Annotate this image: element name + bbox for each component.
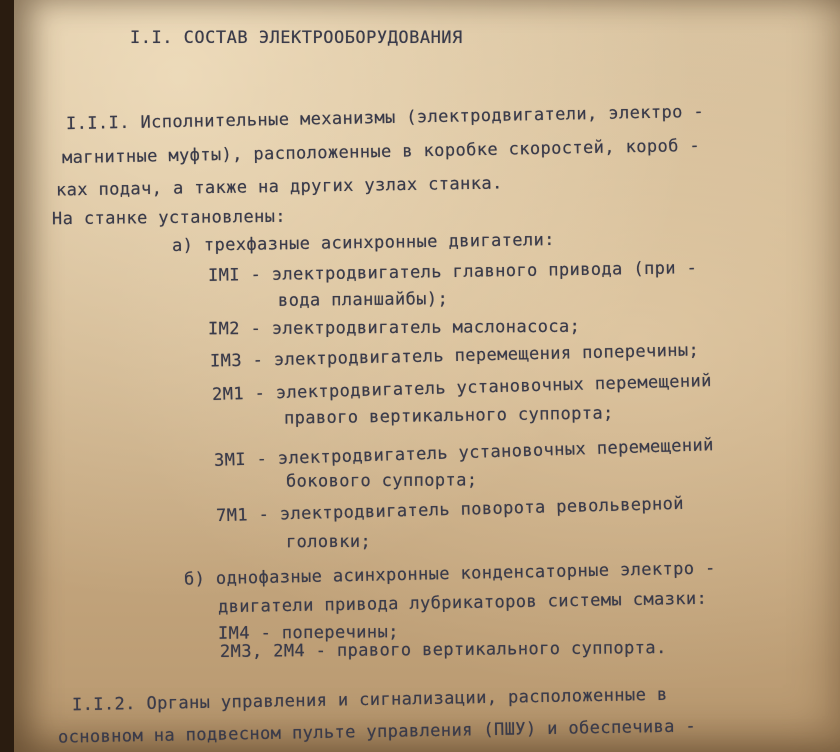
text-line: бокового суппорта; — [285, 470, 478, 492]
text-line: IM4 - поперечины; — [217, 622, 399, 644]
text-line: ках подач, а также на других узлах станка. — [55, 173, 503, 201]
text-line: б) однофазные асинхронные конденсаторные электро - — [183, 558, 716, 590]
text-line: 2M3, 2M4 - правого вертикального суппорта. — [219, 638, 667, 662]
text-line: IM3 - электродвигатель перемещения поперечины; — [209, 340, 700, 372]
document-page — [14, 0, 840, 752]
text-line: IM2 - электродвигатель маслонасоса; — [207, 316, 581, 340]
text-line: основном на подвесном пульте управления (ПШУ) и обеспечива - — [57, 716, 697, 748]
text-line: 2M1 - электродвигатель установочных перемещений — [211, 371, 713, 405]
text-line: а) трехфазные асинхронные двигатели: — [171, 229, 555, 257]
text-line: двигатели привода лубрикаторов системы смазки: — [217, 588, 708, 618]
text-line: вода планшайбы); — [277, 289, 449, 311]
text-line: магнитные муфты), расположенные в коробке скоростей, короб - — [61, 135, 701, 169]
text-line: IMI - электродвигатель главного привода (при - — [207, 258, 698, 286]
text-line: 3MI - электродвигатель установочных перемещений — [213, 435, 715, 471]
text-line: 7M1 - электродвигатель поворота револьверной — [215, 493, 685, 527]
text-line: правого вертикального суппорта; — [283, 403, 614, 429]
text-line: I.I.I. Исполнительные механизмы (электродвигатели, электро - — [65, 101, 705, 135]
text-line: I.I.2. Органы управления и сигнализации, расположенные в — [71, 684, 668, 716]
text-line: На станке установлены: — [51, 206, 287, 230]
text-line: головки; — [285, 531, 372, 553]
section-title: I.I. СОСТАВ ЭЛЕКТРООБОРУДОВАНИЯ — [130, 28, 463, 48]
